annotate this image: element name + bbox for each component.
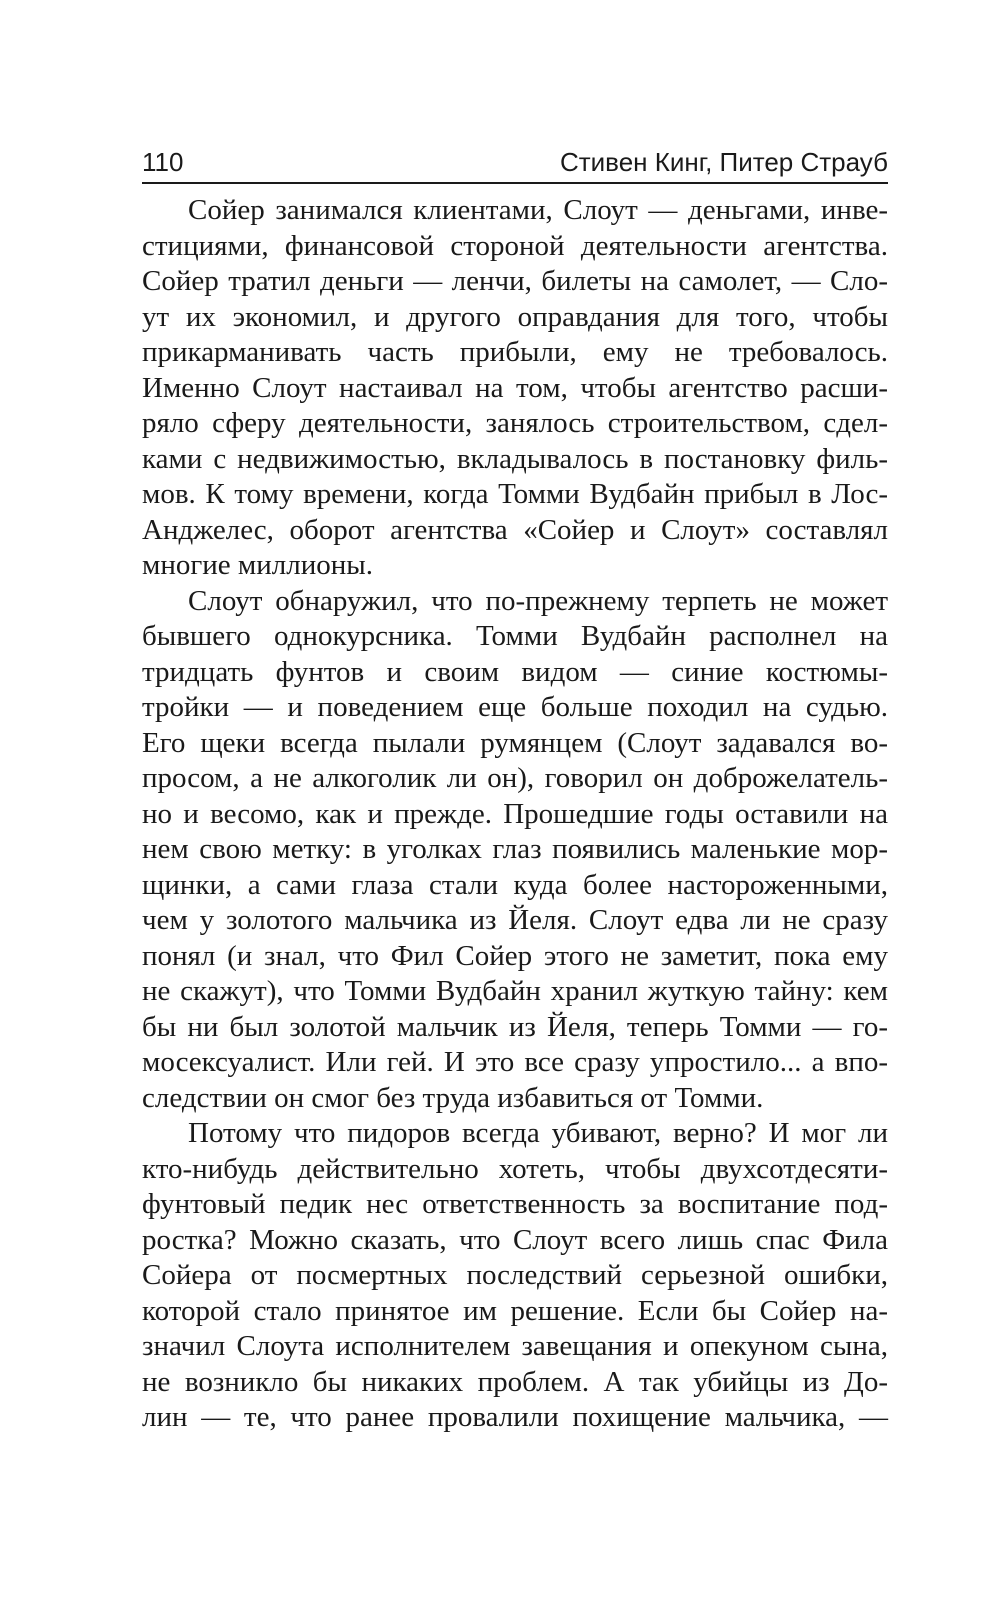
text-line: чем у золотого мальчика из Йеля. Слоут едва ли не сразу — [142, 904, 888, 936]
text-line: Сойер тратил деньги — ленчи, билеты на самолет, — Сло- — [142, 265, 888, 297]
text-line: значил Слоута исполнителем завещания и опекуном сына, — [142, 1330, 888, 1362]
text-line: Анджелес, оборот агентства «Сойер и Слоут» составлял — [142, 513, 888, 546]
text-line: ростка? Можно сказать, что Слоут всего лишь спас Фила — [142, 1223, 888, 1256]
text-line: нем свою метку: в уголках глаз появились маленькие мор- — [142, 833, 888, 865]
text-line: прикарманивать часть прибыли, ему не требовалось. — [142, 336, 888, 368]
text-line: Сойер занимался клиентами, Слоут — деньгами, инве- — [188, 194, 888, 226]
text-line: кто-нибудь действительно хотеть, чтобы двухсотдесяти- — [142, 1152, 888, 1185]
text-line: лин — те, что ранее провалили похищение мальчика, — — [142, 1401, 888, 1433]
text-line: ками с недвижимостью, вкладывалось в постановку филь- — [142, 442, 888, 475]
text-line: фунтовый педик нес ответственность за воспитание под- — [142, 1188, 888, 1220]
text-line: не скажут), что Томми Вудбайн хранил жуткую тайну: кем — [142, 975, 888, 1007]
text-line: понял (и знал, что Фил Сойер этого не заметит, пока ему — [142, 939, 888, 972]
text-line: бывшего однокурсника. Томми Вудбайн располнел на — [142, 620, 888, 652]
paragraph — [142, 584, 888, 1117]
text-line: ряло сферу деятельности, занялось строительством, сдел- — [142, 407, 888, 439]
running-title: Стивен Кинг, Питер Страуб — [559, 147, 888, 177]
text-line: тридцать фунтов и своим видом — синие костюмы- — [142, 655, 888, 688]
page-number: 110 — [142, 147, 184, 177]
running-header — [142, 142, 888, 184]
text-line: мосексуалист. Или гей. И это все сразу упростило... а впо- — [142, 1046, 888, 1078]
text-line: ут их экономил, и другого оправдания для того, чтобы — [142, 300, 888, 333]
text-line: Потому что пидоров всегда убивают, верно? И мог ли — [188, 1117, 888, 1149]
text-line: которой стало принятое им решение. Если бы Сойер на- — [142, 1294, 888, 1327]
text-line: но и весомо, как и прежде. Прошедшие годы оставили на — [142, 797, 888, 830]
text-line: следствии он смог без труда избавиться от Томми. — [142, 1081, 764, 1114]
text-line: стициями, финансовой стороной деятельности агентства. — [142, 229, 888, 262]
text-line: Его щеки всегда пылали румянцем (Слоут задавался во- — [142, 726, 888, 759]
paragraph — [142, 193, 888, 584]
text-line: Именно Слоут настаивал на том, чтобы агентство расши- — [142, 371, 888, 404]
text-line: многие миллионы. — [142, 549, 373, 581]
body-text — [142, 193, 888, 1436]
text-line: просом, а не алкоголик ли он), говорил он доброжелатель- — [142, 762, 888, 794]
paragraph — [142, 1116, 888, 1436]
text-line: мов. К тому времени, когда Томми Вудбайн прибыл в Лос- — [142, 478, 888, 510]
text-line: тройки — и поведением еще больше походил на судью. — [142, 691, 888, 723]
text-line: Сойера от посмертных последствий серьезной ошибки, — [142, 1259, 888, 1291]
text-line: Слоут обнаружил, что по-прежнему терпеть не может — [188, 584, 888, 617]
text-line: не возникло бы никаких проблем. А так убийцы из До- — [142, 1365, 888, 1398]
text-line: бы ни был золотой мальчик из Йеля, теперь Томми — го- — [142, 1010, 888, 1043]
text-line: щинки, а сами глаза стали куда более настороженными, — [142, 868, 888, 901]
